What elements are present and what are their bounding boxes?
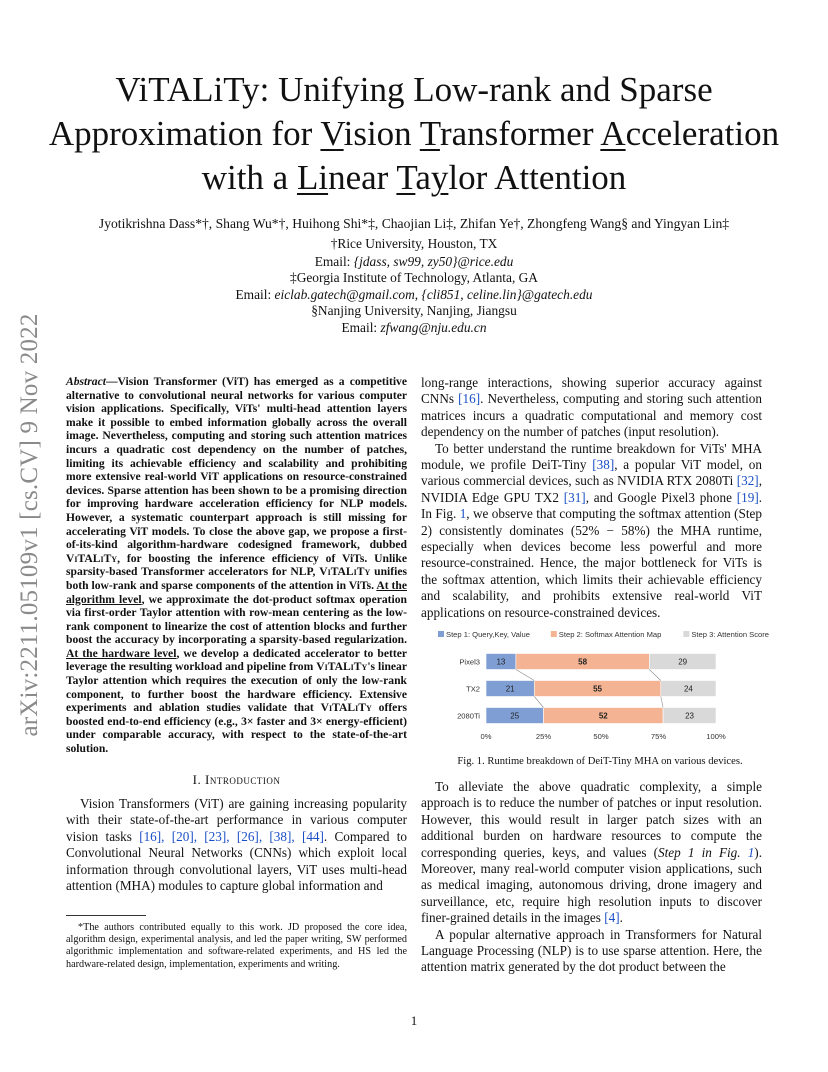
x-tick-label: 75% bbox=[650, 732, 667, 741]
bar-value-label: 58 bbox=[578, 657, 588, 667]
email-gatech-address: eiclab.gatech@gmail.com, {cli851, celine.lin}@gatech.edu bbox=[274, 287, 593, 302]
bar-value-label: 21 bbox=[505, 684, 515, 694]
title-line-1: ViTALiTy: Unifying Low-rank and Sparse bbox=[115, 70, 713, 109]
series-connector bbox=[534, 697, 543, 708]
paper-title bbox=[40, 68, 788, 200]
citation-link[interactable]: [16] bbox=[458, 391, 481, 407]
bar-value-label: 23 bbox=[685, 711, 695, 721]
intro-paragraph-1: Vision Transformers (ViT) are gaining increasing popularity with their state-of-the-art performance in various computer vision tasks [16], [20], [23], [26], [38], [44]. Compared to Convolutional Neural Networks (CNNs) which exploit local information through convolutional layers, ViT uses multi-head attention (MHA) modules to capture global information and bbox=[66, 796, 407, 894]
legend-label: Step 3: Attention Score bbox=[691, 630, 770, 639]
bar-value-label: 52 bbox=[598, 711, 608, 721]
category-label: Pixel3 bbox=[459, 657, 480, 667]
x-tick-label: 100% bbox=[706, 732, 726, 741]
bar-value-label: 55 bbox=[593, 684, 603, 694]
right-paragraph-4: A popular alternative approach in Transformers for Natural Language Processing (NLP) is to use sparse attention. Here, the attention matrix generated by the dot product between the bbox=[421, 926, 762, 975]
affiliation-nanjing: §Nanjing University, Nanjing, Jiangsu bbox=[311, 303, 517, 318]
series-connector bbox=[516, 670, 534, 681]
email-nanjing: Email: zfwang@nju.edu.cn bbox=[341, 320, 487, 335]
left-column bbox=[66, 375, 407, 894]
citation-link[interactable]: [38] bbox=[592, 457, 615, 473]
category-label: TX2 bbox=[466, 684, 480, 694]
citation-link[interactable]: [16], [20], [23], [26], [38], [44] bbox=[139, 828, 324, 844]
legend-label: Step 2: Softmax Attention Map bbox=[558, 630, 662, 639]
series-connector bbox=[661, 697, 663, 708]
right-paragraph-1: long-range interactions, showing superior accuracy against CNNs [16]. Nevertheless, computing and storing such attention matrices incurs a quadratic computational and memory cost dependency on the number of patches (input resolution). bbox=[421, 375, 762, 440]
legend-label: Step 1: Query,Key, Value bbox=[446, 630, 530, 639]
x-tick-label: 50% bbox=[593, 732, 609, 741]
affiliation-rice: †Rice University, Houston, TX bbox=[330, 236, 498, 251]
figure-link[interactable]: 1 bbox=[459, 506, 467, 522]
email-gatech: Email: eiclab.gatech@gmail.com, {cli851, celine.lin}@gatech.edu bbox=[235, 287, 593, 302]
x-tick-label: 25% bbox=[535, 732, 552, 741]
citation-link[interactable]: [31] bbox=[563, 489, 586, 505]
x-tick-label: 0% bbox=[480, 732, 492, 741]
bar-value-label: 29 bbox=[678, 657, 688, 667]
figure-1-caption: Fig. 1. Runtime breakdown of DeiT-Tiny MHA on various devices. bbox=[457, 756, 743, 767]
footnote-divider bbox=[66, 915, 146, 916]
title-line-3: with a Linear Taylor Attention bbox=[201, 158, 627, 197]
figure-1 bbox=[430, 626, 770, 756]
category-label: 2080Ti bbox=[457, 711, 480, 721]
abstract-label: Abstract bbox=[66, 375, 106, 388]
runtime-breakdown-chart bbox=[430, 626, 770, 756]
right-column bbox=[421, 375, 762, 621]
legend-swatch bbox=[551, 631, 557, 637]
email-rice: Email: {jdass, sw99, zy50}@rice.edu bbox=[314, 254, 514, 269]
framework-name: ViTALiTy bbox=[66, 551, 118, 565]
citation-link[interactable]: [32] bbox=[736, 473, 759, 489]
series-connector bbox=[649, 670, 661, 681]
affiliation-gatech: ‡Georgia Institute of Technology, Atlanta, GA bbox=[290, 270, 538, 285]
citation-link[interactable]: [19] bbox=[736, 489, 759, 505]
figure-link[interactable]: 1 bbox=[747, 844, 755, 860]
bar-value-label: 13 bbox=[496, 657, 506, 667]
page-number: 1 bbox=[410, 1013, 418, 1028]
bar-value-label: 24 bbox=[683, 684, 693, 694]
footnote: *The authors contributed equally to this work. JD proposed the core idea, algorithm design, experimental analysis, and led the paper writing, SW performed algorithmic implementation and software-related experiments, and HS led the hardware-related design, implementation, experiments and writing. bbox=[66, 922, 407, 970]
right-column-lower bbox=[421, 779, 762, 976]
email-rice-address: {jdass, sw99, zy50}@rice.edu bbox=[353, 254, 514, 269]
citation-link[interactable]: [4] bbox=[604, 910, 620, 926]
author-list: Jyotikrishna Dass*†, Shang Wu*†, Huihong Shi*‡, Chaojian Li‡, Zhifan Ye†, Zhongfeng Wang§ and Yingyan Lin‡ bbox=[98, 216, 730, 231]
right-paragraph-3: To alleviate the above quadratic complexity, a simple approach is to reduce the number of patches or input resolution. However, this would result in larger patch sizes with an additional burden on hardware resources to compute the corresponding queries, keys, and values (Step 1 in Fig. 1). Moreover, many real-world computer vision applications, such as medical imaging, autonomous driving, drone imagery and surveillance, etc, require high resolution inputs to discover finer-grained details in the images [4]. bbox=[421, 779, 762, 926]
section-heading-introduction: I. Introduction bbox=[192, 771, 281, 787]
legend-swatch bbox=[683, 631, 689, 637]
right-paragraph-2: To better understand the runtime breakdown for ViTs' MHA module, we profile DeiT-Tiny [38], a popular ViT model, on various commercial devices, such as NVIDIA RTX 2080Ti [32], NVIDIA Edge GPU TX2 [31], and Google Pixel3 phone [19]. In Fig. 1, we observe that computing the softmax attention (Step 2) consistently dominates (52% − 58%) the MHA runtime, especially when devices become less powerful and more resource-constrained. Hence, the major bottleneck for ViTs is the softmax attention, which limits their achievable efficiency and scalability, and prohibits extensive real-world ViT applications on resource-constrained devices. bbox=[421, 440, 763, 620]
legend-swatch bbox=[438, 631, 444, 637]
abstract: Abstract—Vision Transformer (ViT) has emerged as a competitive alternative to convolutional neural networks for various computer vision applications. Specifically, ViTs' multi-head attention layers make it possible to embed information globally across the overall image. Nevertheless, computing and storing such attention matrices incurs a quadratic cost dependency on the number of patches, limiting its achievable efficiency and scalability and prohibiting more extensive real-world ViT applications on resource-constrained devices. Sparse attention has been shown to be a promising direction for improving hardware acceleration efficiency for NLP models. However, a systematic counterpart approach is still missing for accelerating ViT models. To close the above gap, we propose a first-of-its-kind algorithm-hardware codesigned framework, dubbed ViTALiTy, for boosting the inference efficiency of ViTs. Unlike sparsity-based Transformer accelerators for NLP, ViTALiTy unifies both low-rank and sparse components of the attention in ViTs. At the algorithm level, we approximate the dot-product softmax operation via first-order Taylor attention with row-mean centering as the low-rank component to linearize the cost of attention blocks and further boost the accuracy by incorporating a sparsity-based regularization. At the hardware level, we develop a dedicated accelerator to better leverage the resulting workload and pipeline from ViTALiTy's linear Taylor attention which requires the execution of only the low-rank component, to further boost the hardware efficiency. Extensive experiments and ablation studies validate that ViTALiTy offers boosted end-to-end efficiency (e.g., 3× faster and 3× energy-efficient) under comparable accuracy, with respect to the state-of-the-art solution. bbox=[66, 375, 407, 756]
bar-value-label: 25 bbox=[510, 711, 520, 721]
arxiv-id: arXiv:2211.05109v1 [cs.CV] 9 Nov 2022 bbox=[16, 313, 43, 737]
email-nanjing-address: zfwang@nju.edu.cn bbox=[380, 320, 487, 335]
arxiv-stamp bbox=[14, 290, 46, 760]
title-line-2: Approximation for Vision Transformer Acceleration bbox=[48, 114, 780, 153]
